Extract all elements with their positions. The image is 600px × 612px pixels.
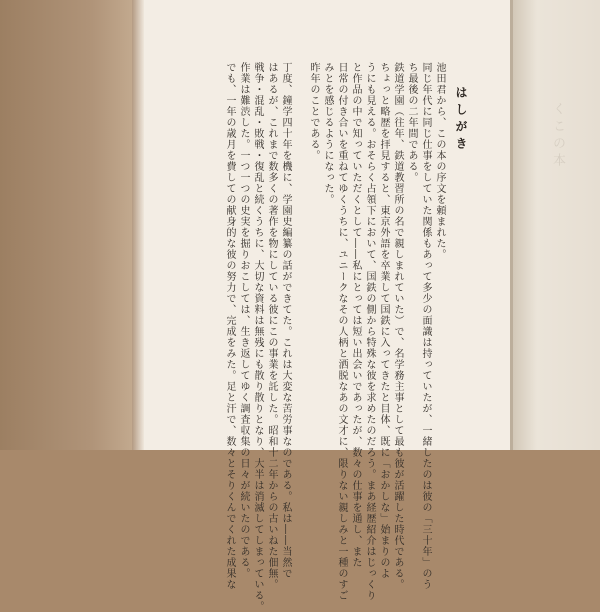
text-line: 昨年のことである。 xyxy=(308,62,319,161)
text-line: 日常の付き合いを重ねてゆくうちに、ユニークなその人柄と洒脱なあの文才に、限りない親しみと一種のすご xyxy=(336,62,347,601)
book-gutter xyxy=(132,0,144,450)
text-line: ちょっと略歴を拝見すると、東京外語を卒業して国鉄に入ってきたと目体、既に「おかしな」始まりのよ xyxy=(378,62,389,579)
text-line: みとを感じるようになった。 xyxy=(322,62,333,205)
text-line: はあるが、これまで数多くの著作を物にしている彼にこの事業を託した。昭和十二年からの古いねた佃無。 xyxy=(266,62,277,590)
text-line: ち最後の二年間である。 xyxy=(406,62,417,183)
previous-page xyxy=(0,0,132,450)
preface-body xyxy=(176,62,446,612)
show-through-text: くこの本 xyxy=(550,102,565,170)
page-heading: はしがき xyxy=(454,86,468,154)
text-line: 同じ年代に同じ仕事をしていた関係もあって多少の面識は持っていたが、一緒したのは彼の「三十年」のう xyxy=(420,62,431,590)
page-fold xyxy=(510,0,513,450)
text-line: うにも見える。おそらく占領下において、国鉄の側から特殊な彼を求めたのだろう。まあ経歴紹介はじっくり xyxy=(364,62,375,601)
text-line: 作業は難渋した。一つ一つの史実を掘りおこしては、生き返してゆく調査収集の日々が続いたのである。 xyxy=(238,62,249,579)
text-line: 鉄道学園（往年、鉄道教習所の名で親しまれていた）で、名学務主事として最も彼が活躍した時代である。 xyxy=(392,62,403,590)
text-line: でも、一年の歳月を費しての献身的な彼の努力で、完成をみた。足と汗で、数々とそりくんでくれた成果な xyxy=(224,62,235,590)
text-line: と作品の中で知っていただくとして――私にとっては短い出会いであったが、数々の仕事を通し、また xyxy=(350,62,361,568)
text-line: 池田君から、この本の序文を頼まれた。 xyxy=(434,62,445,260)
text-line: 丁度、鐘学四十年を機に、学園史編纂の話ができてた。これは大変な苦労事なのである。私は――当然で xyxy=(280,62,291,579)
next-page-edge xyxy=(510,0,600,450)
text-line: 戦争・混乱・敗戦・復乱と続くうちに、大切な資料は無残にも散り散りとなり、大半は消滅してしまっている。 xyxy=(252,62,263,612)
